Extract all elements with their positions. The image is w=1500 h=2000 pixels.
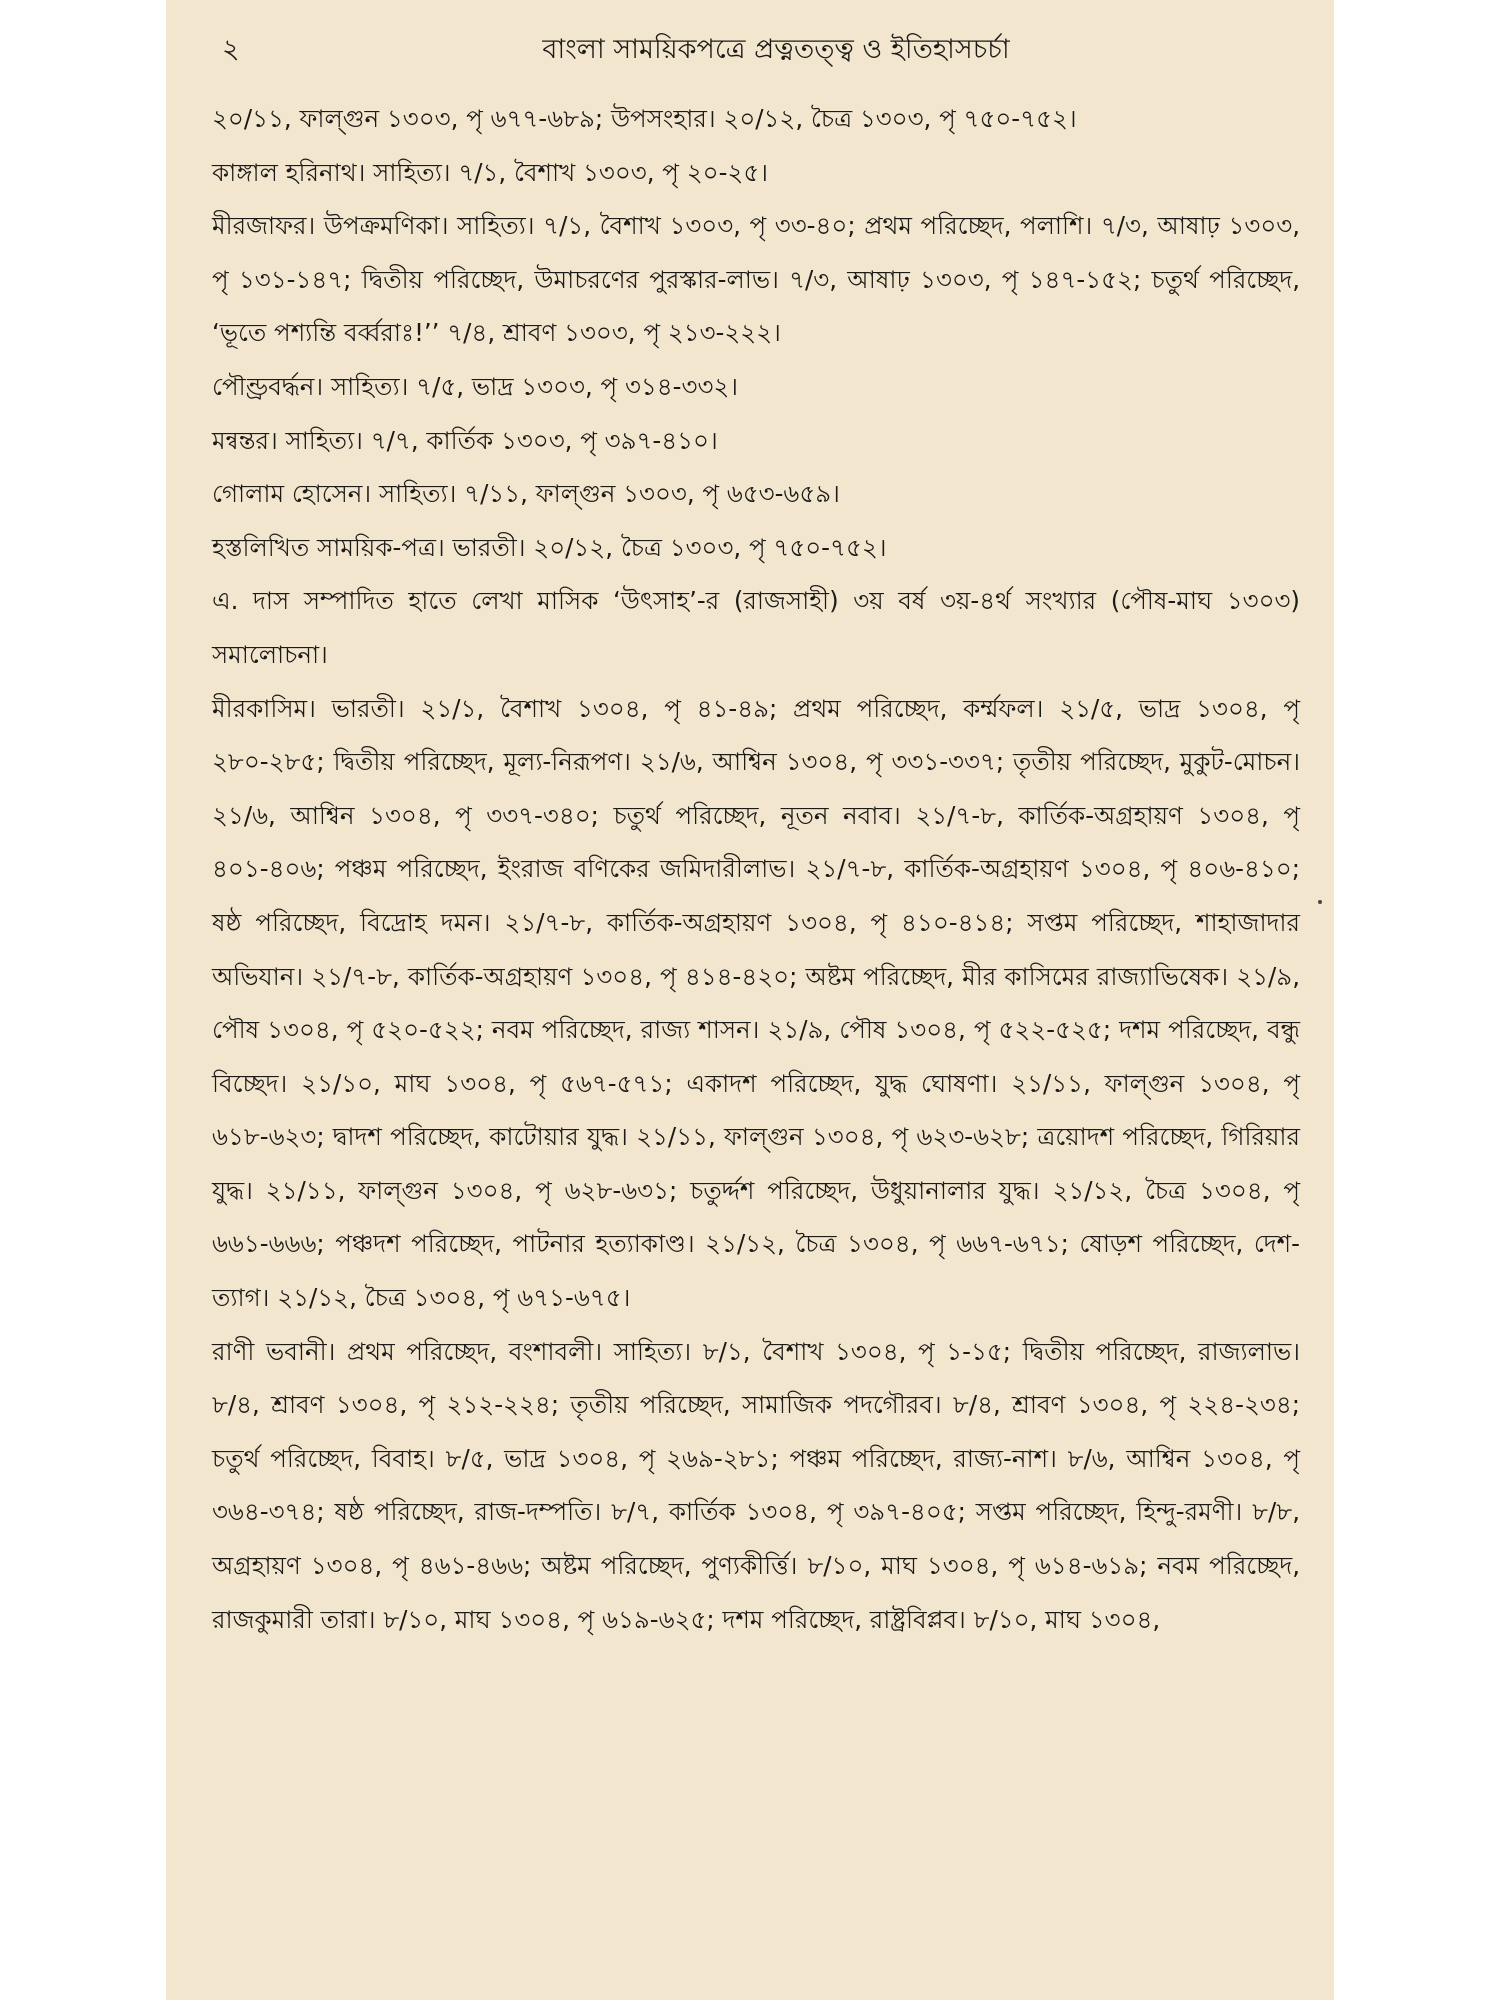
page-number: ২: [222, 34, 240, 65]
entry-rani-bhabani: রাণী ভবানী। প্রথম পরিচ্ছেদ, বংশাবলী। সাহিত্য। ৮/১, বৈশাখ ১৩০৪, পৃ ১-১৫; দ্বিতীয় পরিচ্ছেদ, রাজ্যলাভ। ৮/৪, শ্রাবণ ১৩০৪, পৃ ২১২-২২৪; তৃতীয় পরিচ্ছেদ, সামাজিক পদগৌরব। ৮/৪, শ্রাবণ ১৩০৪, পৃ ২২৪-২৩৪; চতুর্থ পরিচ্ছেদ, বিবাহ। ৮/৫, ভাদ্র ১৩০৪, পৃ ২৬৯-২৮১; পঞ্চম পরিচ্ছেদ, রাজ্য-নাশ। ৮/৬, আশ্বিন ১৩০৪, পৃ ৩৬৪-৩৭৪; ষষ্ঠ পরিচ্ছেদ, রাজ-দম্পতি। ৮/৭, কার্তিক ১৩০৪, পৃ ৩৯৭-৪০৫; সপ্তম পরিচ্ছেদ, হিন্দু-রমণী। ৮/৮, অগ্রহায়ণ ১৩০৪, পৃ ৪৬১-৪৬৬; অষ্টম পরিচ্ছেদ, পুণ্যকীর্ত্তি। ৮/১০, মাঘ ১৩০৪, পৃ ৬১৪-৬১৯; নবম পরিচ্ছেদ, রাজকুমারী তারা। ৮/১০, মাঘ ১৩০৪, পৃ ৬১৯-৬২৫; দশম পরিচ্ছেদ, রাষ্ট্রবিপ্লব। ৮/১০, মাঘ ১৩০৪,: [212, 1336, 1300, 1634]
margin-dot: [1318, 900, 1322, 904]
entry-manwantar: মন্বন্তর। সাহিত্য। ৭/৭, কার্তিক ১৩০৩, পৃ ৩৯৭-৪১০।: [212, 425, 718, 455]
entry-note-utsah: এ. দাস সম্পাদিত হাতে লেখা মাসিক ‘উৎসাহ’-র (রাজসাহী) ৩য় বর্ষ ৩য়-৪র্থ সংখ্যার (পৌষ-মাঘ ১৩০৩) সমালোচনা।: [212, 586, 1300, 669]
page-header: [212, 30, 1300, 70]
entry-kangal-harinath: কাঙ্গাল হরিনাথ। সাহিত্য। ৭/১, বৈশাখ ১৩০৩, পৃ ২০-২৫।: [212, 157, 769, 187]
book-page: [166, 0, 1334, 2000]
entry-poundravardhan: পৌণ্ড্রবর্দ্ধন। সাহিত্য। ৭/৫, ভাদ্র ১৩০৩, পৃ ৩১৪-৩৩২।: [212, 371, 739, 401]
entry-golam-hosen: গোলাম হোসেন। সাহিত্য। ৭/১১, ফাল্গুন ১৩০৩, পৃ ৬৫৩-৬৫৯।: [212, 479, 840, 509]
entry-mirjafar: মীরজাফর। উপক্রমণিকা। সাহিত্য। ৭/১, বৈশাখ ১৩০৩, পৃ ৩৩-৪০; প্রথম পরিচ্ছেদ, পলাশি। ৭/৩, আষাঢ় ১৩০৩, পৃ ১৩১-১৪৭; দ্বিতীয় পরিচ্ছেদ, উমাচরণের পুরস্কার-লাভ। ৭/৩, আষাঢ় ১৩০৩, পৃ ১৪৭-১৫২; চতুর্থ পরিচ্ছেদ, ‘ভূতে পশ্যন্তি বর্ব্বরাঃ!’’ ৭/৪, শ্রাবণ ১৩০৩, পৃ ২১৩-২২২।: [212, 211, 1300, 348]
running-title: বাংলা সাময়িকপত্রে প্রত্নতত্ত্ব ও ইতিহাসচর্চা: [542, 34, 1010, 65]
entry-continuation: ২০/১১, ফাল্গুন ১৩০৩, পৃ ৬৭৭-৬৮৯; উপসংহার। ২০/১২, চৈত্র ১৩০৩, পৃ ৭৫০-৭৫২।: [212, 104, 1077, 133]
entry-hastalikhit-samayik-patra: হস্তলিখিত সাময়িক-পত্র। ভারতী। ২০/১২, চৈত্র ১৩০৩, পৃ ৭৫০-৭৫২।: [212, 532, 887, 562]
bibliography-text: [212, 92, 1300, 1646]
entry-mirkasim: মীরকাসিম। ভারতী। ২১/১, বৈশাখ ১৩০৪, পৃ ৪১-৪৯; প্রথম পরিচ্ছেদ, কর্ম্মফল। ২১/৫, ভাদ্র ১৩০৪, পৃ ২৮০-২৮৫; দ্বিতীয় পরিচ্ছেদ, মূল্য-নিরূপণ। ২১/৬, আশ্বিন ১৩০৪, পৃ ৩৩১-৩৩৭; তৃতীয় পরিচ্ছেদ, মুকুট-মোচন। ২১/৬, আশ্বিন ১৩০৪, পৃ ৩৩৭-৩৪০; চতুর্থ পরিচ্ছেদ, নূতন নবাব। ২১/৭-৮, কার্তিক-অগ্রহায়ণ ১৩০৪, পৃ ৪০১-৪০৬; পঞ্চম পরিচ্ছেদ, ইংরাজ বণিকের জমিদারীলাভ। ২১/৭-৮, কার্তিক-অগ্রহায়ণ ১৩০৪, পৃ ৪০৬-৪১০; ষষ্ঠ পরিচ্ছেদ, বিদ্রোহ দমন। ২১/৭-৮, কার্তিক-অগ্রহায়ণ ১৩০৪, পৃ ৪১০-৪১৪; সপ্তম পরিচ্ছেদ, শাহাজাদার অভিযান। ২১/৭-৮, কার্তিক-অগ্রহায়ণ ১৩০৪, পৃ ৪১৪-৪২০; অষ্টম পরিচ্ছেদ, মীর কাসিমের রাজ্যাভিষেক। ২১/৯, পৌষ ১৩০৪, পৃ ৫২০-৫২২; নবম পরিচ্ছেদ, রাজ্য শাসন। ২১/৯, পৌষ ১৩০৪, পৃ ৫২২-৫২৫; দশম পরিচ্ছেদ, বন্ধু বিচ্ছেদ। ২১/১০, মাঘ ১৩০৪, পৃ ৫৬৭-৫৭১; একাদশ পরিচ্ছেদ, যুদ্ধ ঘোষণা। ২১/১১, ফাল্গুন ১৩০৪, পৃ ৬১৮-৬২৩; দ্বাদশ পরিচ্ছেদ, কাটোয়ার যুদ্ধ। ২১/১১, ফাল্গুন ১৩০৪, পৃ ৬২৩-৬২৮; ত্রয়োদশ পরিচ্ছেদ, গিরিয়ার যুদ্ধ। ২১/১১, ফাল্গুন ১৩০৪, পৃ ৬২৮-৬৩১; চতুর্দ্দশ পরিচ্ছেদ, উধুয়ানালার যুদ্ধ। ২১/১২, চৈত্র ১৩০৪, পৃ ৬৬১-৬৬৬; পঞ্চদশ পরিচ্ছেদ, পাটনার হত্যাকাণ্ড। ২১/১২, চৈত্র ১৩০৪, পৃ ৬৬৭-৬৭১; ষোড়শ পরিচ্ছেদ, দেশ-ত্যাগ। ২১/১২, চৈত্র ১৩০৪, পৃ ৬৭১-৬৭৫।: [212, 693, 1300, 1313]
